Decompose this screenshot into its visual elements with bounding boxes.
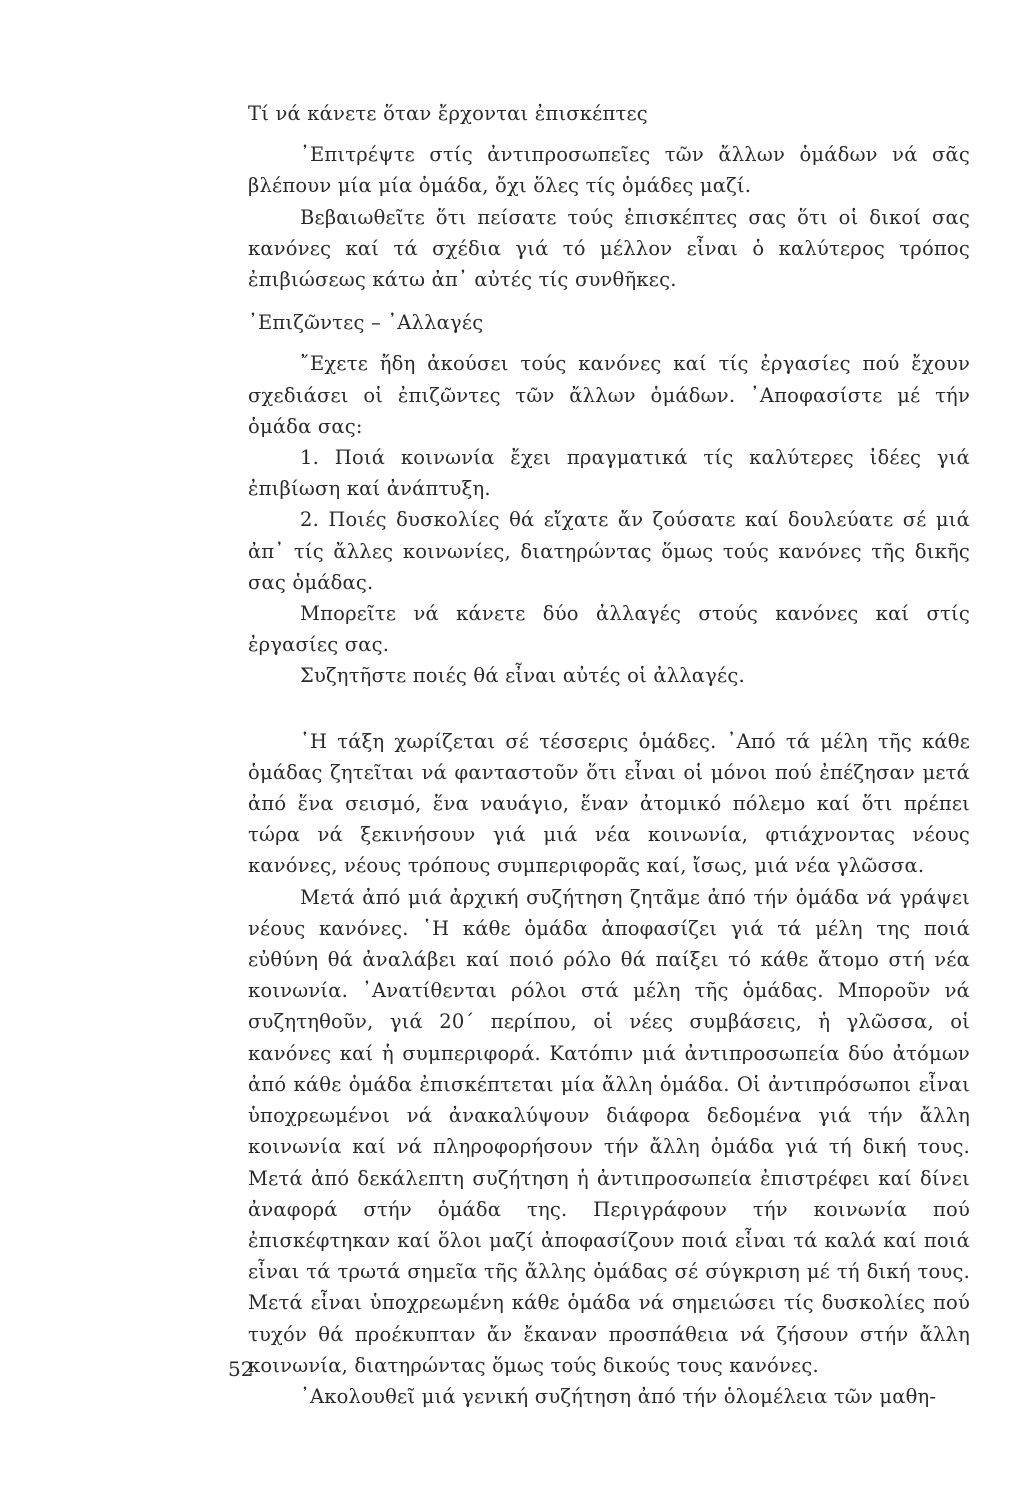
list-item: 2. Ποιές δυσκολίες θά εἴχατε ἄν ζούσατε καί δουλεύατε σέ μιά ἀπ᾿ τίς ἄλλες κοινωνίες, διατηρώντας ὅμως τούς κανόνες τῆς δικῆς σας ὁμάδας.	[248, 508, 970, 594]
paragraph: ᾿Ακολουθεῖ μιά γενική συζήτηση ἀπό τήν ὁλομέλεια τῶν μαθη-	[300, 1384, 937, 1408]
paragraph: ᾿Επιτρέψτε στίς ἀντιπροσωπεῖες τῶν ἄλλων ὁμάδων νά σᾶς βλέπουν μία μία ὁμάδα, ὄχι ὅλες τίς ὁμάδες μαζί.	[248, 143, 970, 198]
list-item: 1. Ποιά κοινωνία ἔχει πραγματικά τίς καλύτερες ἰδέες γιά ἐπιβίωση καί ἀνάπτυξη.	[248, 446, 970, 501]
section-heading-visitors: Τί νά κάνετε ὅταν ἔρχονται ἐπισκέπτες	[248, 102, 648, 125]
section-heading-survivors-changes: ᾿Επιζῶντες – ᾿Αλλαγές	[248, 311, 484, 335]
page-number: 52	[228, 1357, 254, 1381]
paragraph: Βεβαιωθεῖτε ὅτι πείσατε τούς ἐπισκέπτες σας ὅτι οἱ δικοί σας κανόνες καί τά σχέδια γιά τό μέλλον εἶναι ὁ καλύτερος τρόπος ἐπιβιώσεως κάτω ἀπ᾿ αὐτές τίς συνθῆκες.	[248, 205, 970, 292]
paragraph: ῎Εχετε ἤδη ἀκούσει τούς κανόνες καί τίς ἐργασίες πού ἔχουν σχεδιάσει οἱ ἐπιζῶντες τῶν ἄλλων ὁμάδων. ᾿Αποφασίστε μέ τήν ὁμάδα σας:	[248, 352, 970, 438]
paragraph: Μπορεῖτε νά κάνετε δύο ἀλλαγές στούς κανόνες καί στίς ἐργασίες σας.	[248, 602, 970, 657]
paragraph: ῾Η τάξη χωρίζεται σέ τέσσερις ὁμάδες. ᾿Από τά μέλη τῆς κάθε ὁμάδας ζητεῖται νά φανταστοῦν ὅτι εἶναι οἱ μόνοι πού ἐπέζησαν μετά ἀπό ἕνα σεισμό, ἕνα ναυάγιο, ἕναν ἀτομικό πόλεμο καί ὅτι πρέπει τώρα νά ξεκινήσουν γιά μιά νέα κοινωνία, φτιάχνοντας νέους κανόνες, νέους τρόπους συμπεριφορᾶς καί, ἴσως, μιά νέα γλῶσσα.	[248, 729, 970, 878]
paragraph: Μετά ἀπό μιά ἀρχική συζήτηση ζητᾶμε ἀπό τήν ὁμάδα νά γράψει νέους κανόνες. ῾Η κάθε ὁμάδα ἀποφασίζει γιά τά μέλη της ποιά εὐθύνη θά ἀναλάβει καί ποιό ρόλο θά παίξει τό κάθε ἄτομο στή νέα κοινωνία. ᾿Ανατίθενται ρόλοι στά μέλη τῆς ὁμάδας. Μποροῦν νά συζητηθοῦν, γιά 20΄ περίπου, οἱ νέες συμβάσεις, ἡ γλῶσσα, οἱ κανόνες καί ἡ συμπεριφορά. Κατόπιν μιά ἀντιπροσωπεία δύο ἀτόμων ἀπό κάθε ὁμάδα ἐπισκέπτεται μία ἄλλη ὁμάδα. Οἱ ἀντιπρόσωποι εἶναι ὑποχρεωμένοι νά ἀνακαλύψουν διάφορα δεδομένα γιά τήν ἄλλη κοινωνία καί νά πληροφορήσουν τήν ἄλλη ὁμάδα γιά τή δική τους. Μετά ἀπό δεκάλεπτη συζήτηση ἡ ἀντιπροσωπεία ἐπιστρέφει καί δίνει ἀναφορά στήν ὁμάδα της. Περιγράφουν τήν κοινωνία πού ἐπισκέφτηκαν καί ὅλοι μαζί ἀποφασίζουν ποιά εἶναι τά καλά καί ποιά εἶναι τά τρωτά σημεῖα τῆς ἄλλης ὁμάδας σέ σύγκριση μέ τή δική τους. Μετά εἶναι ὑποχρεωμένη κάθε ὁμάδα νά σημειώσει τίς δυσκολίες πού τυχόν θά προέκυπταν ἄν ἔκαναν προσπάθεια νά ζήσουν στήν ἄλλη κοινωνία, διατηρώντας ὅμως τούς δικούς τους κανόνες.	[248, 885, 970, 1377]
page-content	[248, 98, 970, 1412]
paragraph: Συζητῆστε ποιές θά εἶναι αὐτές οἱ ἀλλαγές.	[300, 664, 745, 688]
